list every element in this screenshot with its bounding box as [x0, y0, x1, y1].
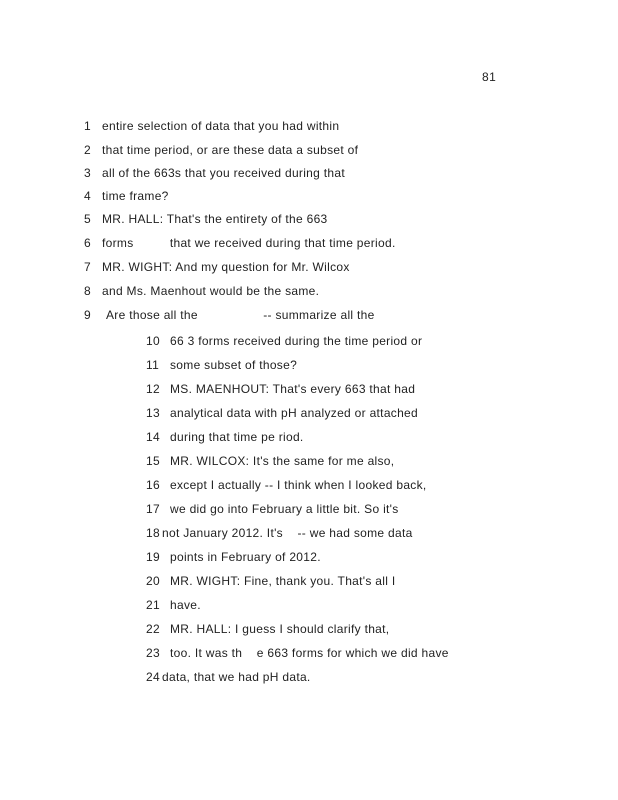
- line-text: we did go into February a little bit. So it's: [170, 502, 399, 516]
- transcript-line: [84, 165, 345, 181]
- transcript-line: [146, 525, 413, 541]
- line-number: 3: [84, 166, 91, 180]
- line-text: MR. WILCOX: It's the same for me also,: [170, 454, 395, 468]
- line-number: 22: [146, 622, 160, 636]
- line-number: 2: [84, 143, 91, 157]
- transcript-line: [84, 259, 350, 275]
- transcript-line: [146, 501, 399, 517]
- line-text: that time period, or are these data a subset of: [102, 143, 359, 157]
- line-text: MR. WIGHT: Fine, thank you. That's all I: [170, 574, 396, 588]
- line-text: MR. HALL: That's the entirety of the 663: [102, 212, 328, 226]
- line-text: during that time pe riod.: [170, 430, 304, 444]
- line-number: 17: [146, 502, 160, 516]
- line-number: 12: [146, 382, 160, 396]
- line-number: 19: [146, 550, 160, 564]
- line-text: have.: [170, 598, 201, 612]
- line-number: 9: [84, 308, 91, 322]
- line-number: 16: [146, 478, 160, 492]
- transcript-line: [146, 573, 395, 589]
- line-number: 5: [84, 212, 91, 226]
- line-text: data, that we had pH data.: [162, 670, 311, 684]
- line-text: MS. MAENHOUT: That's every 663 that had: [170, 382, 416, 396]
- line-text: and Ms. Maenhout would be the same.: [102, 284, 320, 298]
- line-text: MR. HALL: I guess I should clarify that,: [170, 622, 390, 636]
- line-number: 18: [146, 526, 160, 540]
- line-text: 66 3 forms received during the time period or: [170, 334, 423, 348]
- transcript-line: [146, 645, 449, 661]
- line-text: too. It was th e 663 forms for which we did have: [170, 646, 449, 660]
- transcript-line: [146, 405, 418, 421]
- line-number: 1: [84, 119, 91, 133]
- transcript-line: [146, 453, 394, 469]
- line-number: 21: [146, 598, 160, 612]
- transcript-line: [146, 621, 389, 637]
- transcript-line: [146, 669, 311, 685]
- line-text: time frame?: [102, 189, 169, 203]
- transcript-line: [146, 333, 422, 349]
- line-text: entire selection of data that you had within: [102, 119, 340, 133]
- line-text: all of the 663s that you received during that: [102, 166, 345, 180]
- transcript-line: [146, 429, 304, 445]
- line-number: 7: [84, 260, 91, 274]
- line-text: points in February of 2012.: [170, 550, 321, 564]
- line-number: 13: [146, 406, 160, 420]
- line-text: forms that we received during that time period.: [102, 236, 396, 250]
- line-number: 11: [146, 358, 160, 372]
- transcript-line: [84, 142, 358, 158]
- line-number: 20: [146, 574, 160, 588]
- transcript-line: [146, 549, 321, 565]
- transcript-line: [84, 235, 396, 251]
- transcript-line: [84, 118, 339, 134]
- line-number: 10: [146, 334, 160, 348]
- line-number: 8: [84, 284, 91, 298]
- transcript-line: [146, 381, 415, 397]
- line-text: not January 2012. It's -- we had some data: [162, 526, 413, 540]
- transcript-line: [84, 283, 319, 299]
- transcript-line: [84, 307, 375, 323]
- line-text: some subset of those?: [170, 358, 298, 372]
- transcript-line: [84, 211, 328, 227]
- page-number: 81: [482, 70, 497, 84]
- line-number: 6: [84, 236, 91, 250]
- line-text: except I actually -- I think when I looked back,: [170, 478, 427, 492]
- line-number: 14: [146, 430, 160, 444]
- transcript-line: [146, 477, 427, 493]
- line-number: 15: [146, 454, 160, 468]
- transcript-line: [84, 188, 169, 204]
- line-number: 4: [84, 189, 91, 203]
- line-number: 23: [146, 646, 160, 660]
- transcript-line: [146, 357, 297, 373]
- line-text: Are those all the -- summarize all the: [106, 308, 375, 322]
- transcript-line: [146, 597, 201, 613]
- line-number: 24: [146, 670, 160, 684]
- line-text: MR. WIGHT: And my question for Mr. Wilcox: [102, 260, 350, 274]
- line-text: analytical data with pH analyzed or attached: [170, 406, 419, 420]
